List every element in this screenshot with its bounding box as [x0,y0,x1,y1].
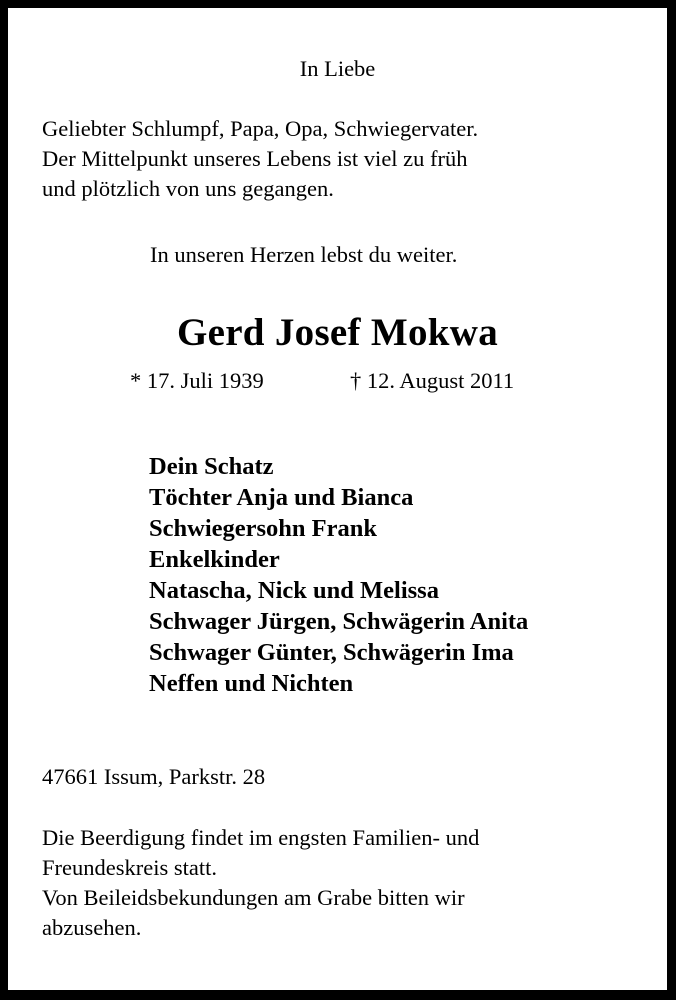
obituary-notice [8,8,667,990]
mourner-line: Schwager Günter, Schwägerin Ima [149,639,514,666]
notice-line-2: Freundeskreis statt. [42,855,217,880]
mourner-line: Schwiegersohn Frank [149,515,378,542]
address: 47661 Issum, Parkstr. 28 [42,764,266,789]
quote-text: In unseren Herzen lebst du weiter. [150,242,458,267]
intro-line-3: und plötzlich von uns gegangen. [42,176,334,201]
mourner-line: Dein Schatz [149,453,274,480]
deceased-name: Gerd Josef Mokwa [176,311,499,354]
death-date: † 12. August 2011 [350,368,515,393]
heading-in-liebe: In Liebe [299,56,376,81]
birth-date: * 17. Juli 1939 [130,368,264,393]
mourner-line: Schwager Jürgen, Schwägerin Anita [149,608,529,635]
mourner-line: Neffen und Nichten [149,670,354,697]
intro-line-2: Der Mittelpunkt unseres Lebens ist viel zu früh [42,146,468,171]
mourners-list [149,451,528,699]
notice-line-4: abzusehen. [42,915,142,940]
notice-line-3: Von Beileidsbekundungen am Grabe bitten wir [42,885,465,910]
mourner-line: Natascha, Nick und Melissa [149,577,439,604]
mourner-line: Töchter Anja und Bianca [149,484,414,511]
mourner-line: Enkelkinder [149,546,280,573]
notice-line-1: Die Beerdigung findet im engsten Familien- und [42,825,480,850]
intro-line-1: Geliebter Schlumpf, Papa, Opa, Schwiegervater. [42,116,479,141]
